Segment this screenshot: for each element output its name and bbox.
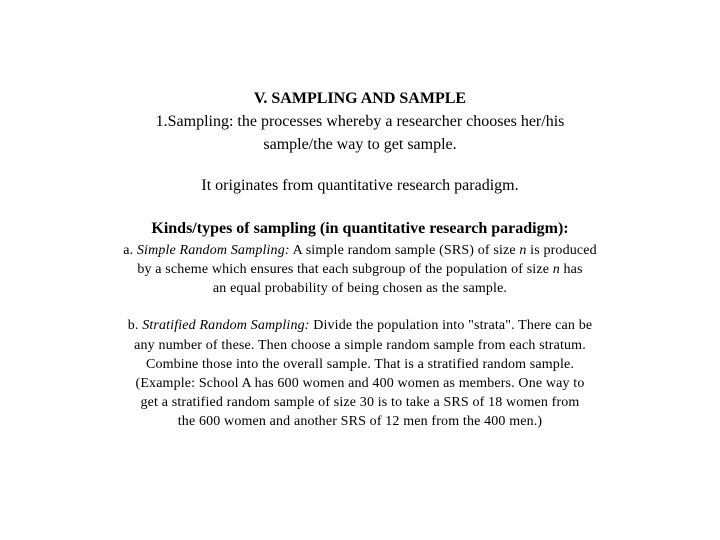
simple-random-text-1: A simple random sample (SRS) of size [289,243,520,258]
stratified-line-6: the 600 women and another SRS of 12 men from the 400 men.) [177,414,543,429]
stratified-line-1 [0,318,720,334]
simple-random-text-2-end: has [559,262,583,277]
simple-random-line-2 [0,262,720,278]
simple-random-line-3: an equal probability of being chosen as the sample. [212,281,508,296]
simple-random-text-1-end: is produced [526,243,597,258]
simple-random-prefix: a. [123,243,137,258]
simple-random-line-1 [0,243,720,259]
stratified-term: Stratified Random Sampling: [142,318,310,333]
kinds-heading: Kinds/types of sampling (in quantitative research paradigm): [151,220,569,237]
origin-statement: It originates from quantitative research paradigm. [201,177,519,194]
stratified-line-4: (Example: School A has 600 women and 400 women as members. One way to [135,376,585,391]
slide-title: V. SAMPLING AND SAMPLE [253,90,467,107]
sampling-definition-line-2: sample/the way to get sample. [263,136,457,153]
simple-random-n-1: n [519,243,527,258]
stratified-line-5: get a stratified random sample of size 30 is to take a SRS of 18 women from [140,395,580,410]
simple-random-term: Simple Random Sampling: [136,243,290,258]
sampling-definition-line-1: 1.Sampling: the processes whereby a researcher chooses her/his [155,113,565,130]
simple-random-text-2: by a scheme which ensures that each subgroup of the population of size [137,262,553,277]
stratified-text-1: Divide the population into "strata". There can be [309,318,593,333]
stratified-line-3: Combine those into the overall sample. That is a stratified random sample. [145,357,575,372]
stratified-prefix: b. [127,318,143,333]
stratified-line-2: any number of these. Then choose a simple random sample from each stratum. [134,338,586,353]
simple-random-n-2: n [552,262,560,277]
